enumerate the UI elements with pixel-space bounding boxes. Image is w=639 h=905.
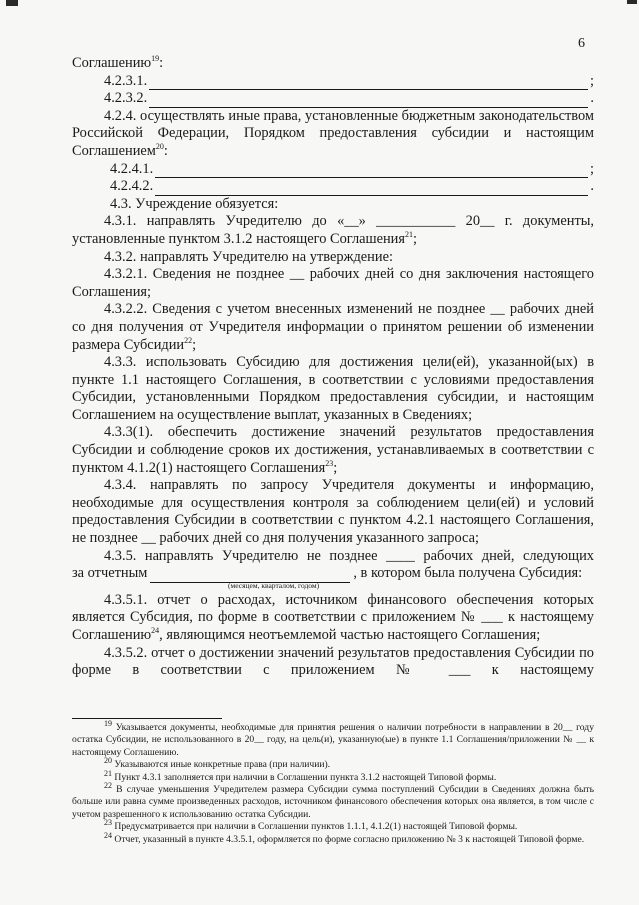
field-caption: (месяцем, кварталом, годом) (228, 580, 320, 590)
paragraph: Соглашению$^{19}$: (72, 54, 164, 71)
paragraph-4-3-4: 4.3.4. направлять по запросу Учредителя документы и информацию, необходимые для осуществления контроля за соблюдением цели(ей) и условий предоставления Субсидии в соответствии с пунктом 4.2.1 настоящего Соглашения, не позднее __ рабочих дней со дня получения указанного запроса; (72, 477, 594, 547)
paragraph-4-3: 4.3. Учреждение обязуется: (110, 195, 279, 212)
paragraph-4-3-5-2: 4.3.5.2. отчет о достижении значений результатов предоставления Субсидии по форме в соответствии с приложением № ___ к настоящему (72, 644, 594, 679)
scan-mark (6, 0, 18, 6)
blank-line: 4.2.4.2. . (110, 178, 594, 195)
footnotes (72, 718, 594, 846)
paragraph-4-3-2-2: 4.3.2.2. Сведения с учетом внесенных изменений не позднее __ рабочих дней со дня получения от Учредителя информации о принятом решении об изменении размера Субсидии$^{22}$; (72, 301, 594, 353)
document-body (72, 55, 594, 680)
blank-line: 4.2.3.2. . (104, 90, 594, 107)
scan-mark (627, 0, 637, 4)
paragraph-4-3-1: 4.3.1. направлять Учредителю до «__» ___________ 20__ г. документы, (104, 213, 594, 230)
footnote: $^{19}$ Указывается документы, необходимые для принятия решения о наличии потребности в направлении в 20__ году остатка Субсидии, не использованного в 20__ году, на цель(и), указанную(ые) в пункте 1.1 Соглашения/приложении № __ к настоящему Соглашению. (72, 718, 594, 758)
footnote: $^{23}$ Предусматривается при наличии в Соглашении пунктов 1.1.1, 4.1.2(1) настоящей Типовой формы. (104, 818, 518, 833)
paragraph-4-3-2-1: 4.3.2.1. Сведения не позднее __ рабочих дней со дня заключения настоящего Соглашения; (72, 266, 594, 300)
footnote: $^{24}$ Отчет, указанный в пункте 4.3.5.1, оформляется по форме согласно приложению № 3 к настоящей Типовой форме. (104, 830, 585, 845)
paragraph-4-3-3: 4.3.3. использовать Субсидию для достижения цели(ей), указанной(ых) в пункте 1.1 настоящего Соглашения, в соответствии с условиями предоставления Субсидии, установленными Порядком предоставления субсидии, и настоящим Соглашением на осуществление выплат, указанных в Сведениях; (72, 354, 594, 423)
paragraph-4-3-1-cont: установленные пунктом 3.1.2 настоящего Соглашения$^{21}$; (72, 230, 418, 247)
footnote-separator (72, 718, 222, 719)
paragraph-4-3-2: 4.3.2. направлять Учредителю на утверждение: (104, 248, 393, 265)
footnote: $^{22}$ В случае уменьшения Учредителем размера Субсидии сумма поступлений Субсидии в Сведениях должна быть больше или равна сумме произведенных расходов, источником финансового обеспечения которых она является, в том числе с учетом разрешенного к использованию остатка Субсидии. (72, 780, 594, 820)
footnote: $^{21}$ Пункт 4.3.1 заполняется при наличии в Соглашении пункта 3.1.2 настоящей Типовой формы. (104, 768, 497, 783)
paragraph-4-3-3-1: 4.3.3(1). обеспечить достижение значений результатов предоставления Субсидии и соблюдение сроков их достижения, устанавливаемых в соответствии с пунктом 4.1.2(1) настоящего Соглашения$^{23}$; (72, 424, 594, 476)
paragraph-4-3-5: 4.3.5. направлять Учредителю не позднее ____ рабочих дней, следующих (104, 547, 594, 564)
blank-line: 4.2.4.1. ; (110, 160, 594, 177)
blank-line: 4.2.3.1. ; (104, 72, 594, 89)
footnote: $^{20}$ Указываются иные конкретные права (при наличии). (104, 756, 331, 771)
paragraph-4-3-5-1: 4.3.5.1. отчет о расходах, источником финансового обеспечения которых является Субсидия, по форме в соответствии с приложением № ___ к настоящему Соглашению$^{24}$, являющимся неотъемлемой частью настоящего Соглашения; (72, 591, 594, 643)
paragraph-4-2-4: 4.2.4. осуществлять иные права, установленные бюджетным законодательством Российской Федерации, Порядком предоставления субсидии и настоящим Соглашением$^{20}$: (72, 107, 594, 159)
paragraph-4-3-5-cont: за отчетным , в котором была получена Субсидия: (72, 565, 583, 582)
page-number: 6 (578, 36, 585, 51)
